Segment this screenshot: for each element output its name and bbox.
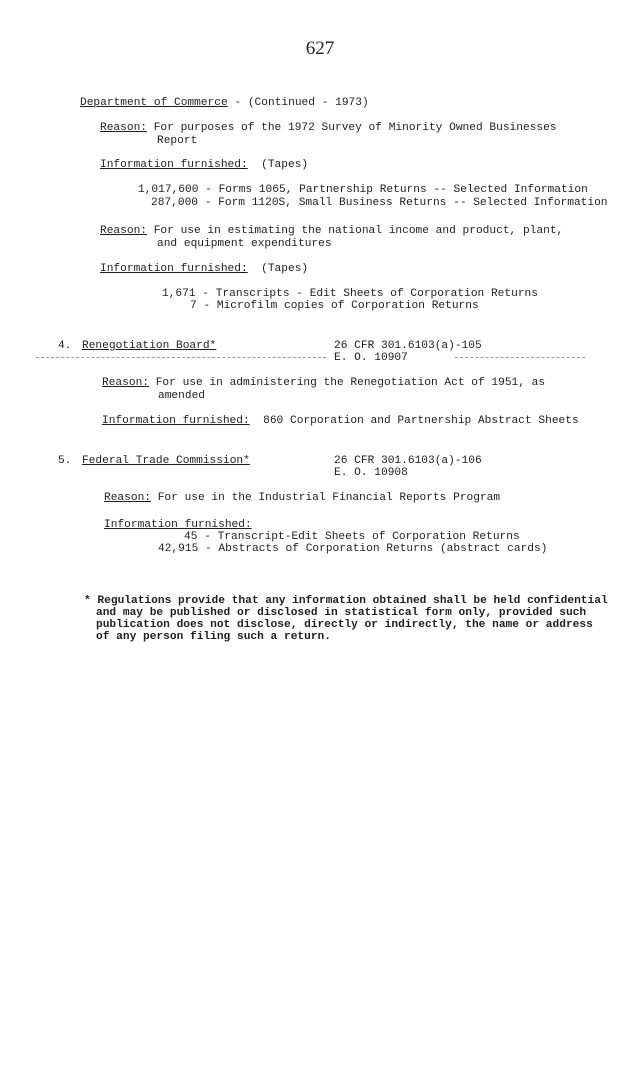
info-text: 860 Corporation and Partnership Abstract Sheets bbox=[249, 415, 579, 427]
divider bbox=[455, 357, 585, 358]
section-title-suffix: - (Continued - 1973) bbox=[227, 97, 369, 109]
reason-text: For use in estimating the national income and product, plant, bbox=[147, 225, 564, 237]
section-title-ftc: Federal Trade Commission* bbox=[82, 455, 250, 467]
reason-line bbox=[104, 492, 500, 505]
reason-line bbox=[100, 122, 557, 135]
reason-label: Reason: bbox=[100, 122, 147, 134]
executive-order: E. O. 10908 bbox=[334, 467, 408, 479]
page-number: 627 bbox=[305, 38, 335, 59]
info-item: 1,017,600 - Forms 1065, Partnership Returns -- Selected Information bbox=[138, 184, 588, 196]
divider bbox=[36, 357, 326, 358]
info-item: 1,671 - Transcripts - Edit Sheets of Corporation Returns bbox=[162, 288, 538, 300]
cfr-reference: 26 CFR 301.6103(a)-106 bbox=[334, 455, 482, 467]
info-suffix: (Tapes) bbox=[247, 159, 309, 171]
info-label: Information furnished: bbox=[104, 519, 252, 531]
reason-line bbox=[102, 377, 545, 390]
reason-text: For use in the Industrial Financial Reports Program bbox=[151, 492, 501, 504]
info-item: 7 - Microfilm copies of Corporation Returns bbox=[190, 300, 479, 312]
info-item: 45 - Transcript-Edit Sheets of Corporation Returns bbox=[184, 531, 520, 543]
footnote-line: of any person filing such a return. bbox=[96, 631, 331, 643]
section-number: 5. bbox=[58, 455, 72, 467]
section-title: Department of Commerce bbox=[80, 97, 228, 109]
reason-label: Reason: bbox=[102, 377, 149, 389]
reason-text: For purposes of the 1972 Survey of Minority Owned Businesses bbox=[147, 122, 557, 134]
info-item: 42,915 - Abstracts of Corporation Returns (abstract cards) bbox=[158, 543, 548, 555]
section-title-renegotiation: Renegotiation Board* bbox=[82, 340, 217, 352]
info-label: Information furnished: bbox=[100, 159, 248, 171]
section-heading-commerce bbox=[80, 97, 369, 110]
footnote-line: publication does not disclose, directly or indirectly, the name or address bbox=[96, 619, 593, 631]
section-number: 4. bbox=[58, 340, 72, 352]
info-suffix: (Tapes) bbox=[247, 263, 309, 275]
info-item: 287,000 - Form 1120S, Small Business Returns -- Selected Information bbox=[151, 197, 608, 209]
reason-text-cont: amended bbox=[158, 390, 205, 402]
info-heading bbox=[100, 159, 308, 172]
info-heading bbox=[102, 415, 579, 428]
reason-text-cont: Report bbox=[157, 135, 198, 147]
reason-label: Reason: bbox=[100, 225, 147, 237]
info-label: Information furnished: bbox=[102, 415, 250, 427]
executive-order: E. O. 10907 bbox=[334, 352, 408, 364]
info-label: Information furnished: bbox=[100, 263, 248, 275]
info-heading bbox=[100, 263, 308, 276]
footnote-line: * Regulations provide that any information obtained shall be held confidential bbox=[84, 595, 608, 607]
reason-text: For use in administering the Renegotiation Act of 1951, as bbox=[149, 377, 546, 389]
footnote-line: and may be published or disclosed in statistical form only, provided such bbox=[96, 607, 587, 619]
reason-line bbox=[100, 225, 563, 238]
reason-label: Reason: bbox=[104, 492, 151, 504]
cfr-reference: 26 CFR 301.6103(a)-105 bbox=[334, 340, 482, 352]
reason-text-cont: and equipment expenditures bbox=[157, 238, 332, 250]
